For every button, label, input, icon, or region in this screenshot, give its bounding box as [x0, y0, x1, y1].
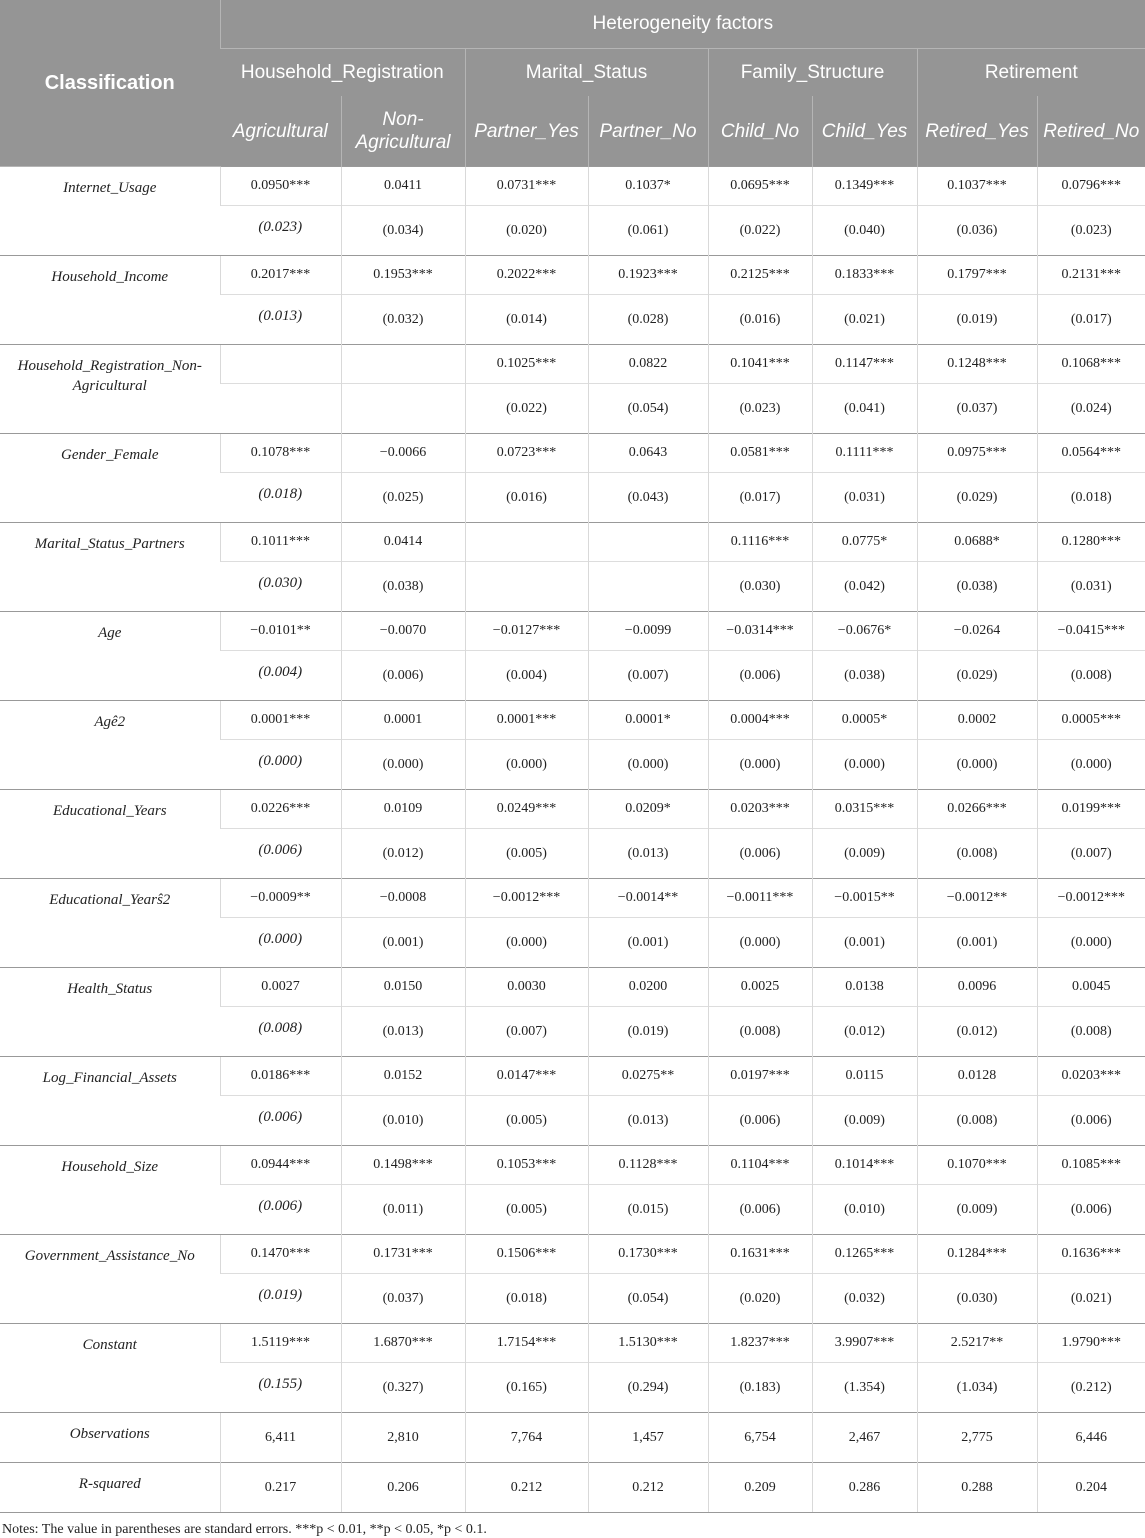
- coefficient-cell: 0.0944***: [220, 1146, 341, 1185]
- coefficient-cell: 0.1070***: [917, 1146, 1037, 1185]
- standard-error-cell: (0.030): [220, 562, 341, 612]
- coefficient-row: [0, 1235, 1145, 1274]
- standard-error-cell: (1.034): [917, 1363, 1037, 1413]
- coefficient-cell: 0.0796***: [1037, 167, 1145, 206]
- statistic-cell: 6,446: [1037, 1413, 1145, 1463]
- heterogeneity-factors-header: Heterogeneity factors: [220, 0, 1145, 49]
- coefficient-cell: 0.0581***: [708, 434, 812, 473]
- coefficient-cell: 0.0775*: [812, 523, 917, 562]
- standard-error-cell: [588, 562, 708, 612]
- coefficient-cell: [220, 345, 341, 384]
- coefficient-cell: −0.0011***: [708, 879, 812, 918]
- coefficient-cell: 0.0411: [341, 167, 465, 206]
- coefficient-cell: 0.1730***: [588, 1235, 708, 1274]
- coefficient-cell: 1.8237***: [708, 1324, 812, 1363]
- coefficient-cell: 1.7154***: [465, 1324, 588, 1363]
- standard-error-cell: (0.008): [1037, 1007, 1145, 1057]
- coefficient-cell: 0.1037***: [917, 167, 1037, 206]
- coefficient-cell: 0.0723***: [465, 434, 588, 473]
- statistic-cell: 0.209: [708, 1463, 812, 1513]
- coefficient-row: [0, 790, 1145, 829]
- standard-error-cell: (0.006): [341, 651, 465, 701]
- standard-error-cell: (0.012): [812, 1007, 917, 1057]
- row-label: Household_Registration_Non-Agricultural: [0, 345, 220, 434]
- standard-error-cell: (0.008): [1037, 651, 1145, 701]
- coefficient-cell: 0.2125***: [708, 256, 812, 295]
- standard-error-cell: (0.023): [1037, 206, 1145, 256]
- coefficient-cell: 0.0695***: [708, 167, 812, 206]
- coefficient-cell: 0.1025***: [465, 345, 588, 384]
- standard-error-cell: (0.023): [220, 206, 341, 256]
- coefficient-cell: 0.0001***: [465, 701, 588, 740]
- standard-error-cell: (0.006): [708, 1185, 812, 1235]
- row-label: Household_Size: [0, 1146, 220, 1235]
- standard-error-cell: (0.040): [812, 206, 917, 256]
- standard-error-cell: (0.029): [917, 651, 1037, 701]
- standard-error-cell: (0.054): [588, 1274, 708, 1324]
- coefficient-cell: 0.0152: [341, 1057, 465, 1096]
- standard-error-cell: (0.038): [812, 651, 917, 701]
- statistic-cell: 6,754: [708, 1413, 812, 1463]
- coefficient-row: [0, 1057, 1145, 1096]
- standard-error-cell: (0.006): [220, 829, 341, 879]
- row-label: Age: [0, 612, 220, 701]
- standard-error-cell: (0.020): [708, 1274, 812, 1324]
- coefficient-cell: −0.0066: [341, 434, 465, 473]
- standard-error-cell: (0.024): [1037, 384, 1145, 434]
- standard-error-cell: (0.032): [812, 1274, 917, 1324]
- coefficient-cell: 0.1265***: [812, 1235, 917, 1274]
- standard-error-cell: (0.034): [341, 206, 465, 256]
- standard-error-cell: (0.018): [1037, 473, 1145, 523]
- standard-error-cell: (0.004): [220, 651, 341, 701]
- standard-error-cell: (0.327): [341, 1363, 465, 1413]
- standard-error-cell: (0.000): [708, 740, 812, 790]
- standard-error-cell: [220, 384, 341, 434]
- standard-error-cell: (0.004): [465, 651, 588, 701]
- coefficient-cell: 0.0564***: [1037, 434, 1145, 473]
- standard-error-cell: (0.018): [220, 473, 341, 523]
- coefficient-row: [0, 434, 1145, 473]
- standard-error-cell: (0.016): [708, 295, 812, 345]
- coefficient-cell: 0.1037*: [588, 167, 708, 206]
- coefficient-cell: 0.0005***: [1037, 701, 1145, 740]
- coefficient-cell: 0.0822: [588, 345, 708, 384]
- row-label: Log_Financial_Assets: [0, 1057, 220, 1146]
- coefficient-cell: 1.5130***: [588, 1324, 708, 1363]
- group-header-family-structure: Family_Structure: [708, 49, 917, 97]
- coefficient-cell: 0.0001*: [588, 701, 708, 740]
- coefficient-cell: 0.1349***: [812, 167, 917, 206]
- coefficient-cell: 0.0025: [708, 968, 812, 1007]
- statistic-cell: 0.204: [1037, 1463, 1145, 1513]
- table-notes: Notes: The value in parentheses are standard errors. ***p < 0.01, **p < 0.05, *p < 0.1.: [2, 1522, 487, 1537]
- coefficient-cell: 0.1078***: [220, 434, 341, 473]
- coefficient-cell: 0.0414: [341, 523, 465, 562]
- coefficient-cell: 0.1280***: [1037, 523, 1145, 562]
- standard-error-cell: (0.022): [708, 206, 812, 256]
- coefficient-row: [0, 523, 1145, 562]
- coefficient-cell: 0.1498***: [341, 1146, 465, 1185]
- standard-error-cell: (0.009): [812, 1096, 917, 1146]
- coefficient-cell: −0.0014**: [588, 879, 708, 918]
- row-label: Government_Assistance_No: [0, 1235, 220, 1324]
- standard-error-cell: (0.016): [465, 473, 588, 523]
- column-header-partner-yes: Partner_Yes: [465, 96, 588, 167]
- coefficient-row: [0, 879, 1145, 918]
- standard-error-cell: (0.017): [1037, 295, 1145, 345]
- coefficient-cell: 0.1068***: [1037, 345, 1145, 384]
- row-label: Internet_Usage: [0, 167, 220, 256]
- standard-error-cell: (0.013): [341, 1007, 465, 1057]
- coefficient-cell: 3.9907***: [812, 1324, 917, 1363]
- row-label: Health_Status: [0, 968, 220, 1057]
- standard-error-cell: (0.005): [465, 1185, 588, 1235]
- coefficient-cell: −0.0012***: [1037, 879, 1145, 918]
- standard-error-cell: (0.022): [465, 384, 588, 434]
- standard-error-cell: (0.155): [220, 1363, 341, 1413]
- statistic-cell: 0.206: [341, 1463, 465, 1513]
- coefficient-cell: 0.1631***: [708, 1235, 812, 1274]
- coefficient-cell: 0.1284***: [917, 1235, 1037, 1274]
- coefficient-cell: 0.0975***: [917, 434, 1037, 473]
- column-header-child-no: Child_No: [708, 96, 812, 167]
- coefficient-row: [0, 256, 1145, 295]
- statistic-cell: 2,467: [812, 1413, 917, 1463]
- standard-error-cell: (0.010): [812, 1185, 917, 1235]
- standard-error-cell: (0.006): [1037, 1185, 1145, 1235]
- coefficient-cell: −0.0101**: [220, 612, 341, 651]
- coefficient-cell: 1.5119***: [220, 1324, 341, 1363]
- row-label: Household_Income: [0, 256, 220, 345]
- standard-error-cell: (0.000): [708, 918, 812, 968]
- coefficient-cell: [465, 523, 588, 562]
- standard-error-cell: (0.000): [1037, 740, 1145, 790]
- standard-error-cell: (1.354): [812, 1363, 917, 1413]
- coefficient-cell: −0.0676*: [812, 612, 917, 651]
- coefficient-cell: −0.0008: [341, 879, 465, 918]
- standard-error-cell: (0.006): [708, 829, 812, 879]
- coefficient-row: [0, 1146, 1145, 1185]
- standard-error-cell: (0.000): [1037, 918, 1145, 968]
- standard-error-cell: (0.054): [588, 384, 708, 434]
- standard-error-cell: (0.007): [465, 1007, 588, 1057]
- standard-error-cell: (0.012): [917, 1007, 1037, 1057]
- standard-error-cell: (0.000): [465, 740, 588, 790]
- coefficient-row: [0, 167, 1145, 206]
- coefficient-cell: −0.0015**: [812, 879, 917, 918]
- standard-error-cell: (0.061): [588, 206, 708, 256]
- coefficient-cell: 0.1923***: [588, 256, 708, 295]
- standard-error-cell: (0.014): [465, 295, 588, 345]
- standard-error-cell: (0.006): [708, 1096, 812, 1146]
- coefficient-cell: 0.0226***: [220, 790, 341, 829]
- standard-error-cell: (0.009): [917, 1185, 1037, 1235]
- standard-error-cell: (0.029): [917, 473, 1037, 523]
- standard-error-cell: (0.000): [588, 740, 708, 790]
- standard-error-cell: [465, 562, 588, 612]
- standard-error-cell: (0.008): [917, 829, 1037, 879]
- standard-error-cell: (0.008): [708, 1007, 812, 1057]
- standard-error-cell: (0.037): [917, 384, 1037, 434]
- coefficient-cell: 0.0109: [341, 790, 465, 829]
- coefficient-cell: 0.1128***: [588, 1146, 708, 1185]
- coefficient-cell: [341, 345, 465, 384]
- group-header-marital-status: Marital_Status: [465, 49, 708, 97]
- coefficient-cell: 0.1506***: [465, 1235, 588, 1274]
- statistic-cell: 0.217: [220, 1463, 341, 1513]
- coefficient-row: [0, 701, 1145, 740]
- standard-error-cell: (0.005): [465, 1096, 588, 1146]
- coefficient-cell: 0.1953***: [341, 256, 465, 295]
- coefficient-cell: −0.0264: [917, 612, 1037, 651]
- coefficient-cell: 0.0315***: [812, 790, 917, 829]
- standard-error-cell: (0.212): [1037, 1363, 1145, 1413]
- coefficient-cell: 0.0186***: [220, 1057, 341, 1096]
- standard-error-cell: (0.165): [465, 1363, 588, 1413]
- coefficient-cell: 0.0027: [220, 968, 341, 1007]
- row-label: Educational_Years: [0, 790, 220, 879]
- standard-error-cell: (0.000): [220, 918, 341, 968]
- statistic-cell: 0.212: [465, 1463, 588, 1513]
- coefficient-cell: 0.0002: [917, 701, 1037, 740]
- row-label: Constant: [0, 1324, 220, 1413]
- coefficient-cell: 0.1470***: [220, 1235, 341, 1274]
- coefficient-cell: 0.1636***: [1037, 1235, 1145, 1274]
- coefficient-cell: 0.0001: [341, 701, 465, 740]
- coefficient-cell: 0.0128: [917, 1057, 1037, 1096]
- standard-error-cell: (0.000): [812, 740, 917, 790]
- coefficient-cell: −0.0314***: [708, 612, 812, 651]
- standard-error-cell: (0.000): [341, 740, 465, 790]
- coefficient-cell: 0.2022***: [465, 256, 588, 295]
- standard-error-cell: (0.036): [917, 206, 1037, 256]
- column-header-child-yes: Child_Yes: [812, 96, 917, 167]
- standard-error-cell: (0.030): [708, 562, 812, 612]
- statistic-cell: 0.286: [812, 1463, 917, 1513]
- standard-error-cell: (0.005): [465, 829, 588, 879]
- statistic-cell: 6,411: [220, 1413, 341, 1463]
- coefficient-cell: 0.1053***: [465, 1146, 588, 1185]
- coefficient-cell: −0.0012***: [465, 879, 588, 918]
- standard-error-cell: (0.032): [341, 295, 465, 345]
- coefficient-row: [0, 345, 1145, 384]
- standard-error-cell: (0.010): [341, 1096, 465, 1146]
- coefficient-cell: 0.0001***: [220, 701, 341, 740]
- standard-error-cell: (0.183): [708, 1363, 812, 1413]
- column-header-retired-no: Retired_No: [1037, 96, 1145, 167]
- standard-error-cell: (0.008): [220, 1007, 341, 1057]
- standard-error-cell: (0.042): [812, 562, 917, 612]
- coefficient-cell: −0.0127***: [465, 612, 588, 651]
- standard-error-cell: (0.294): [588, 1363, 708, 1413]
- coefficient-cell: 0.0643: [588, 434, 708, 473]
- row-label: R-squared: [0, 1463, 220, 1513]
- standard-error-cell: (0.015): [588, 1185, 708, 1235]
- coefficient-cell: 0.2131***: [1037, 256, 1145, 295]
- coefficient-cell: 0.0275**: [588, 1057, 708, 1096]
- standard-error-cell: (0.018): [465, 1274, 588, 1324]
- coefficient-cell: 0.1147***: [812, 345, 917, 384]
- standard-error-cell: (0.041): [812, 384, 917, 434]
- standard-error-cell: (0.011): [341, 1185, 465, 1235]
- standard-error-cell: (0.031): [812, 473, 917, 523]
- coefficient-cell: 0.1104***: [708, 1146, 812, 1185]
- standard-error-cell: (0.006): [220, 1096, 341, 1146]
- column-header-agricultural: Agricultural: [220, 96, 341, 167]
- coefficient-cell: 0.2017***: [220, 256, 341, 295]
- coefficient-cell: −0.0070: [341, 612, 465, 651]
- coefficient-cell: 0.0138: [812, 968, 917, 1007]
- standard-error-cell: (0.038): [341, 562, 465, 612]
- coefficient-cell: 0.0209*: [588, 790, 708, 829]
- coefficient-cell: 0.0688*: [917, 523, 1037, 562]
- standard-error-cell: (0.007): [588, 651, 708, 701]
- row-label: Observations: [0, 1413, 220, 1463]
- statistic-cell: 2,775: [917, 1413, 1037, 1463]
- coefficient-cell: −0.0009**: [220, 879, 341, 918]
- statistic-cell: 2,810: [341, 1413, 465, 1463]
- coefficient-cell: 0.1011***: [220, 523, 341, 562]
- coefficient-cell: 0.0150: [341, 968, 465, 1007]
- coefficient-cell: 0.0249***: [465, 790, 588, 829]
- column-header-partner-no: Partner_No: [588, 96, 708, 167]
- standard-error-cell: (0.017): [708, 473, 812, 523]
- coefficient-cell: 0.0147***: [465, 1057, 588, 1096]
- standard-error-cell: (0.037): [341, 1274, 465, 1324]
- coefficient-cell: 0.0203***: [708, 790, 812, 829]
- standard-error-cell: (0.001): [341, 918, 465, 968]
- standard-error-cell: [341, 384, 465, 434]
- standard-error-cell: (0.006): [1037, 1096, 1145, 1146]
- coefficient-cell: 0.1833***: [812, 256, 917, 295]
- standard-error-cell: (0.025): [341, 473, 465, 523]
- standard-error-cell: (0.001): [812, 918, 917, 968]
- statistic-cell: 0.288: [917, 1463, 1037, 1513]
- standard-error-cell: (0.021): [812, 295, 917, 345]
- standard-error-cell: (0.043): [588, 473, 708, 523]
- standard-error-cell: (0.023): [708, 384, 812, 434]
- row-label: Marital_Status_Partners: [0, 523, 220, 612]
- standard-error-cell: (0.000): [917, 740, 1037, 790]
- standard-error-cell: (0.006): [708, 651, 812, 701]
- coefficient-cell: 0.0950***: [220, 167, 341, 206]
- statistic-cell: 7,764: [465, 1413, 588, 1463]
- table-header: [0, 0, 1145, 167]
- coefficient-cell: 0.1111***: [812, 434, 917, 473]
- standard-error-cell: (0.000): [465, 918, 588, 968]
- standard-error-cell: (0.000): [220, 740, 341, 790]
- row-label: Agê2: [0, 701, 220, 790]
- coefficient-cell: 0.0197***: [708, 1057, 812, 1096]
- coefficient-row: [0, 1324, 1145, 1363]
- standard-error-cell: (0.013): [588, 829, 708, 879]
- standard-error-cell: (0.012): [341, 829, 465, 879]
- column-header-non-agricultural: Non-Agricultural: [341, 96, 465, 167]
- coefficient-row: [0, 612, 1145, 651]
- standard-error-cell: (0.020): [465, 206, 588, 256]
- coefficient-cell: 0.0096: [917, 968, 1037, 1007]
- standard-error-cell: (0.038): [917, 562, 1037, 612]
- coefficient-cell: 0.1248***: [917, 345, 1037, 384]
- standard-error-cell: (0.008): [917, 1096, 1037, 1146]
- standard-error-cell: (0.013): [588, 1096, 708, 1146]
- standard-error-cell: (0.028): [588, 295, 708, 345]
- coefficient-cell: 0.1085***: [1037, 1146, 1145, 1185]
- standard-error-cell: (0.009): [812, 829, 917, 879]
- coefficient-cell: 0.0045: [1037, 968, 1145, 1007]
- coefficient-cell: −0.0415***: [1037, 612, 1145, 651]
- column-header-retired-yes: Retired_Yes: [917, 96, 1037, 167]
- coefficient-cell: 0.0266***: [917, 790, 1037, 829]
- standard-error-cell: (0.001): [917, 918, 1037, 968]
- statistic-row: [0, 1413, 1145, 1463]
- coefficient-cell: [588, 523, 708, 562]
- coefficient-cell: −0.0012**: [917, 879, 1037, 918]
- coefficient-cell: 0.1014***: [812, 1146, 917, 1185]
- standard-error-cell: (0.019): [220, 1274, 341, 1324]
- coefficient-cell: 0.0005*: [812, 701, 917, 740]
- row-label: Gender_Female: [0, 434, 220, 523]
- standard-error-cell: (0.019): [917, 295, 1037, 345]
- row-label: Educational_Yearŝ2: [0, 879, 220, 968]
- coefficient-cell: 0.0200: [588, 968, 708, 1007]
- coefficient-cell: 0.1116***: [708, 523, 812, 562]
- standard-error-cell: (0.019): [588, 1007, 708, 1057]
- coefficient-cell: 0.1041***: [708, 345, 812, 384]
- coefficient-cell: 0.1731***: [341, 1235, 465, 1274]
- group-header-household-registration: Household_Registration: [220, 49, 465, 97]
- standard-error-cell: (0.031): [1037, 562, 1145, 612]
- coefficient-cell: 1.9790***: [1037, 1324, 1145, 1363]
- coefficient-cell: 0.0731***: [465, 167, 588, 206]
- coefficient-cell: 0.1797***: [917, 256, 1037, 295]
- standard-error-cell: (0.001): [588, 918, 708, 968]
- coefficient-cell: 0.0030: [465, 968, 588, 1007]
- standard-error-cell: (0.006): [220, 1185, 341, 1235]
- classification-header: Classification: [0, 0, 220, 167]
- coefficient-cell: 0.0004***: [708, 701, 812, 740]
- standard-error-cell: (0.021): [1037, 1274, 1145, 1324]
- coefficient-cell: 0.0115: [812, 1057, 917, 1096]
- coefficient-cell: 2.5217**: [917, 1324, 1037, 1363]
- coefficient-cell: −0.0099: [588, 612, 708, 651]
- standard-error-cell: (0.007): [1037, 829, 1145, 879]
- statistic-cell: 0.212: [588, 1463, 708, 1513]
- coefficient-row: [0, 968, 1145, 1007]
- coefficient-cell: 0.0203***: [1037, 1057, 1145, 1096]
- statistic-row: [0, 1463, 1145, 1513]
- standard-error-cell: (0.030): [917, 1274, 1037, 1324]
- statistic-cell: 1,457: [588, 1413, 708, 1463]
- coefficient-cell: 0.0199***: [1037, 790, 1145, 829]
- standard-error-cell: (0.013): [220, 295, 341, 345]
- table-body: [0, 167, 1145, 1513]
- group-header-retirement: Retirement: [917, 49, 1145, 97]
- coefficient-cell: 1.6870***: [341, 1324, 465, 1363]
